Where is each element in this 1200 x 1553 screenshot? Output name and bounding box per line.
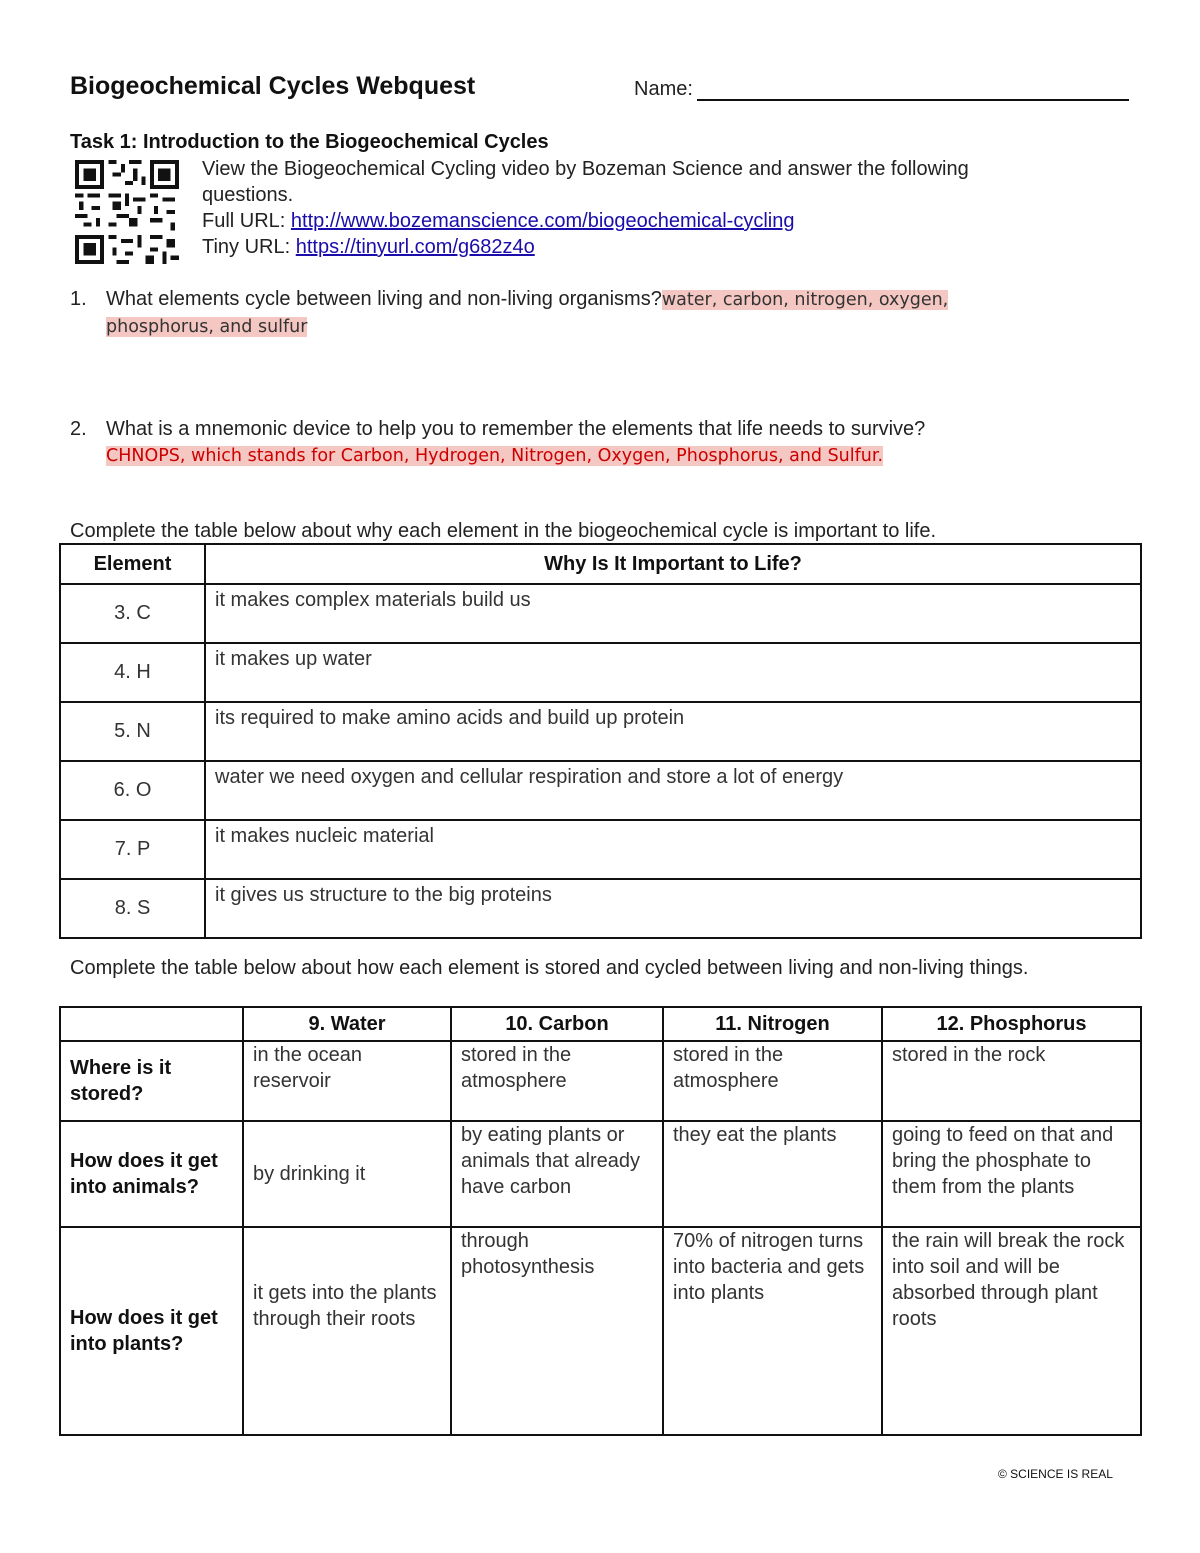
full-url-label: Full URL: (202, 210, 291, 232)
answer-cell[interactable]: its required to make amino acids and build up protein (205, 702, 1141, 761)
element-importance-table (59, 543, 1142, 939)
answer-cell[interactable]: they eat the plants (663, 1121, 882, 1227)
answer-cell[interactable]: stored in the atmosphere (451, 1041, 663, 1121)
answer-cell[interactable]: 70% of nitrogen turns into bacteria and gets into plants (663, 1227, 882, 1435)
answer-cell[interactable]: the rain will break the rock into soil and will be absorbed through plant roots (882, 1227, 1141, 1435)
column-header: 10. Carbon (451, 1007, 663, 1041)
table2-caption: Complete the table below about how each element is stored and cycled between living and non-living things. (70, 957, 1029, 979)
answer-cell[interactable]: it gives us structure to the big proteins (205, 879, 1141, 938)
answer-cell[interactable]: stored in the atmosphere (663, 1041, 882, 1121)
answer-cell[interactable]: in the ocean reservoir (243, 1041, 451, 1121)
intro-line-2: questions. (202, 184, 294, 206)
question-2 (70, 416, 1080, 469)
task-heading: Task 1: Introduction to the Biogeochemical Cycles (70, 131, 549, 153)
question-number: 1. (70, 288, 87, 310)
answer-cell[interactable]: by drinking it (243, 1121, 451, 1227)
intro-line-1: View the Biogeochemical Cycling video by Bozeman Science and answer the following (202, 158, 969, 180)
answer-text[interactable]: CHNOPS, which stands for Carbon, Hydrogen, Nitrogen, Oxygen, Phosphorus, and Sulfur. (106, 446, 884, 466)
row-header: How does it get into plants? (60, 1227, 243, 1435)
column-header: Why Is It Important to Life? (205, 544, 1141, 584)
element-cell: 3. C (60, 584, 205, 643)
table-header-row (60, 1007, 1141, 1041)
element-cell: 7. P (60, 820, 205, 879)
tiny-url-label: Tiny URL: (202, 236, 296, 258)
table-row (60, 820, 1141, 879)
table-row (60, 1041, 1141, 1121)
row-header: Where is it stored? (60, 1041, 243, 1121)
table-row (60, 702, 1141, 761)
answer-cell[interactable]: water we need oxygen and cellular respiration and store a lot of energy (205, 761, 1141, 820)
table-row (60, 1227, 1141, 1435)
column-header (60, 1007, 243, 1041)
table-row (60, 879, 1141, 938)
table-row (60, 1121, 1141, 1227)
question-text: What is a mnemonic device to help you to remember the elements that life needs to survive? (106, 418, 926, 440)
answer-cell[interactable]: stored in the rock (882, 1041, 1141, 1121)
question-text: What elements cycle between living and non-living organisms? (106, 288, 662, 310)
column-header: 9. Water (243, 1007, 451, 1041)
answer-cell[interactable]: through photosynthesis (451, 1227, 663, 1435)
question-1 (70, 286, 1080, 340)
answer-cell[interactable]: it makes complex materials build us (205, 584, 1141, 643)
answer-text[interactable]: water, carbon, nitrogen, oxygen, (661, 290, 949, 310)
element-cell: 8. S (60, 879, 205, 938)
answer-text-continued[interactable]: phosphorus, and sulfur (106, 317, 308, 337)
table-header-row (60, 544, 1141, 584)
element-cycle-table (59, 1006, 1142, 1436)
answer-cell[interactable]: it gets into the plants through their roots (243, 1227, 451, 1435)
column-header: Element (60, 544, 205, 584)
row-header: How does it get into animals? (60, 1121, 243, 1227)
element-cell: 5. N (60, 702, 205, 761)
answer-cell[interactable]: by eating plants or animals that already have carbon (451, 1121, 663, 1227)
answer-cell[interactable]: it makes up water (205, 643, 1141, 702)
table-row (60, 584, 1141, 643)
element-cell: 4. H (60, 643, 205, 702)
name-label: Name: (634, 78, 693, 100)
column-header: 11. Nitrogen (663, 1007, 882, 1041)
table-row (60, 761, 1141, 820)
element-cell: 6. O (60, 761, 205, 820)
answer-cell[interactable]: going to feed on that and bring the phosphate to them from the plants (882, 1121, 1141, 1227)
column-header: 12. Phosphorus (882, 1007, 1141, 1041)
tiny-url-link[interactable]: https://tinyurl.com/g682z4o (295, 236, 535, 258)
full-url-link[interactable]: http://www.bozemanscience.com/biogeochemical-cycling (290, 210, 795, 232)
answer-cell[interactable]: it makes nucleic material (205, 820, 1141, 879)
qr-code-icon (75, 160, 179, 264)
copyright-footer: © SCIENCE IS REAL (998, 1467, 1113, 1481)
task-instructions (202, 156, 1102, 260)
table-row (60, 643, 1141, 702)
page-title: Biogeochemical Cycles Webquest (70, 72, 476, 100)
table1-caption: Complete the table below about why each element in the biogeochemical cycle is important to life. (70, 520, 937, 542)
question-number: 2. (70, 418, 87, 440)
name-field[interactable] (697, 99, 1129, 101)
